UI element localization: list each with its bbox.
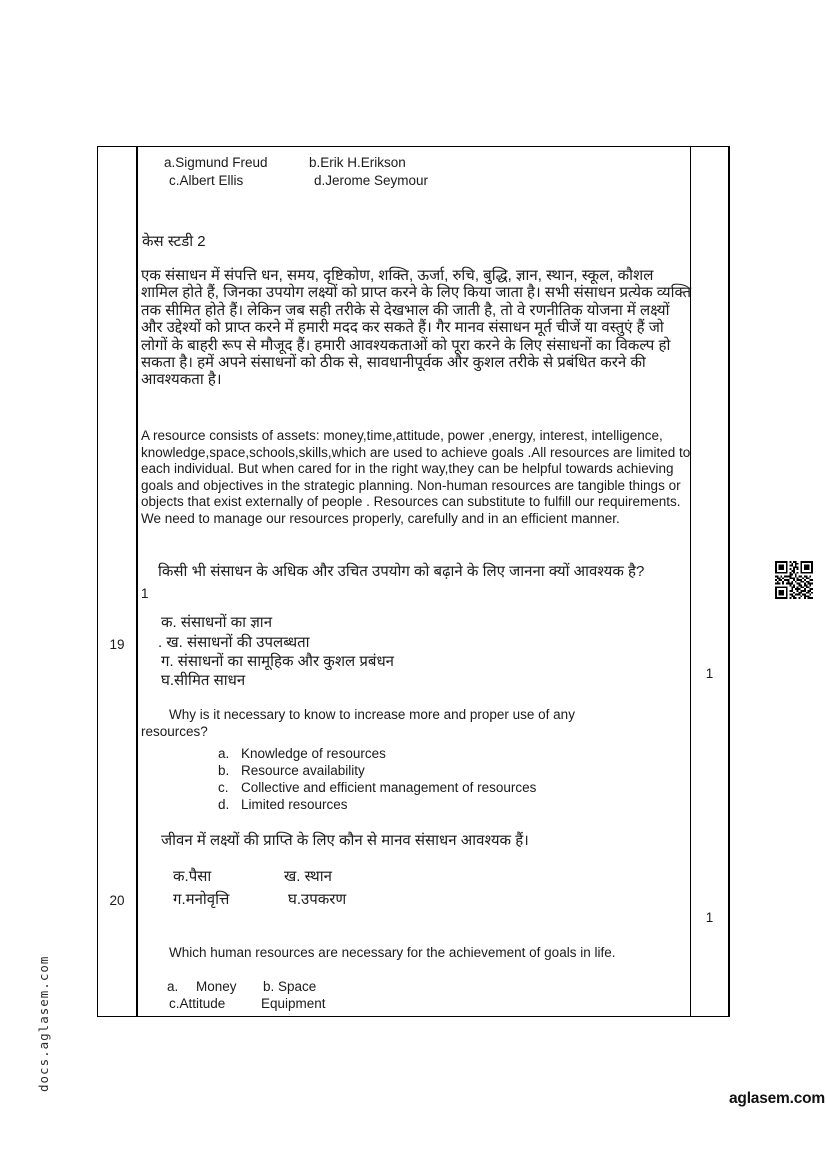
question-number-20: 20 [109, 893, 125, 908]
q20-en-option-a-marker: a. [167, 979, 179, 994]
question-number-19: 19 [109, 637, 125, 652]
q19-hindi-option-b: . ख. संसाधनों की उपलब्धता [158, 634, 310, 651]
q19-english-option-a [218, 746, 386, 761]
q19-english-option-c [218, 780, 536, 795]
q19-en-option-c-text: Collective and efficient management of resources [241, 780, 537, 795]
watermark-docs-aglasem: docs.aglasem.com [36, 955, 51, 1092]
question-table [97, 146, 730, 1017]
table-divider-number-column [136, 147, 138, 1016]
q19-en-option-a-text: Knowledge of resources [241, 746, 386, 761]
q19-hindi-option-d: घ.सीमित साधन [161, 672, 246, 689]
q19-en-option-b-text: Resource availability [241, 763, 365, 778]
case-study-english-paragraph: A resource consists of assets: money,time,attitude, power ,energy, interest, intelligence, knowledge,space,schools,skills,which are used to achieve goals .All resources are limited to each individual. But when cared for in the right way,they can be helpful towards achieving goals and objectives in the strategic planning. Non-human resources are tangible things or objects that exist externally of people . Resources can substitute to fulfill our requirements. We need to manage our resources properly, carefully and in an efficient manner. [141, 428, 691, 526]
prev-option-d: d.Jerome Seymour [314, 173, 429, 188]
q20-hindi-option-b: ख. स्थान [284, 868, 332, 885]
q20-english-option-a [167, 979, 237, 994]
case-study-hindi-paragraph: एक संसाधन में संपत्ति धन, समय, दृष्टिकोण, शक्ति, ऊर्जा, रुचि, बुद्धि, ज्ञान, स्थान, स्कूल, कौशल शामिल होते हैं, जिनका उपयोग लक्ष्यों को प्राप्त करने के लिए किया जाता है। सभी संसाधन प्रत्येक व्यक्ति तक सीमित होते हैं। लेकिन जब सही तरीके से देखभाल की जाती है, तो वे रणनीतिक योजना में लक्ष्यों और उद्देश्यों को प्राप्त करने में हमारी मदद कर सकते हैं। गैर मानव संसाधन मूर्त चीजें या वस्तुएं हैं जो लोगों के बाहरी रूप से मौजूद हैं। हमारी आवश्यकताओं को पूरा करने के लिए संसाधनों का विकल्प हो सकता है। हमें अपने संसाधनों को ठीक से, सावधानीपूर्वक और कुशल तरीके से प्रबंधित करने की आवश्यकता है। [141, 267, 692, 389]
q20-hindi-option-c: ग.मनोवृत्ति [173, 891, 230, 908]
q19-en-option-a-marker: a. [218, 746, 230, 761]
q19-english-option-b [218, 763, 365, 778]
q20-en-option-a-text: Money [196, 979, 237, 994]
q19-english-question-line1: Why is it necessary to know to increase more and proper use of any [169, 707, 575, 722]
q19-loose-numeral: 1 [141, 586, 149, 601]
aglasem-logo: aglasem.com [729, 1090, 826, 1107]
q19-hindi-question: किसी भी संसाधन के अधिक और उचित उपयोग को बढ़ाने के लिए जानना क्यों आवश्यक है? [158, 563, 645, 580]
q19-en-option-d-text: Limited resources [241, 797, 348, 812]
q20-marks: 1 [705, 910, 714, 925]
q19-en-option-c-marker: c. [218, 780, 229, 795]
q20-english-option-b: b. Space [263, 979, 317, 994]
q19-english-option-d [218, 797, 348, 812]
q20-english-question: Which human resources are necessary for the achievement of goals in life. [169, 945, 616, 960]
prev-option-c: c.Albert Ellis [169, 173, 244, 188]
q19-hindi-option-a: क. संसाधनों का ज्ञान [161, 614, 273, 631]
q19-en-option-d-marker: d. [218, 797, 230, 812]
qr-code-svg [775, 561, 813, 599]
q20-hindi-question: जीवन में लक्ष्यों की प्राप्ति के लिए कौन से मानव संसाधन आवश्यक हैं। [161, 832, 529, 849]
qr-code-icon [775, 561, 813, 599]
q19-english-question-line2: resources? [141, 724, 208, 739]
prev-option-a: a.Sigmund Freud [164, 155, 268, 170]
prev-option-b: b.Erik H.Erikson [309, 155, 406, 170]
q20-hindi-option-a: क.पैसा [173, 868, 212, 885]
q19-en-option-b-marker: b. [218, 763, 230, 778]
q20-hindi-option-d: घ.उपकरण [288, 891, 347, 908]
q19-marks: 1 [705, 666, 714, 681]
case-study-heading: केस स्टडी 2 [142, 233, 206, 250]
q19-hindi-option-c: ग. संसाधनों का सामूहिक और कुशल प्रबंधन [161, 653, 395, 670]
q20-english-option-c: c.Attitude [169, 996, 226, 1011]
q20-english-option-d: Equipment [261, 996, 326, 1011]
